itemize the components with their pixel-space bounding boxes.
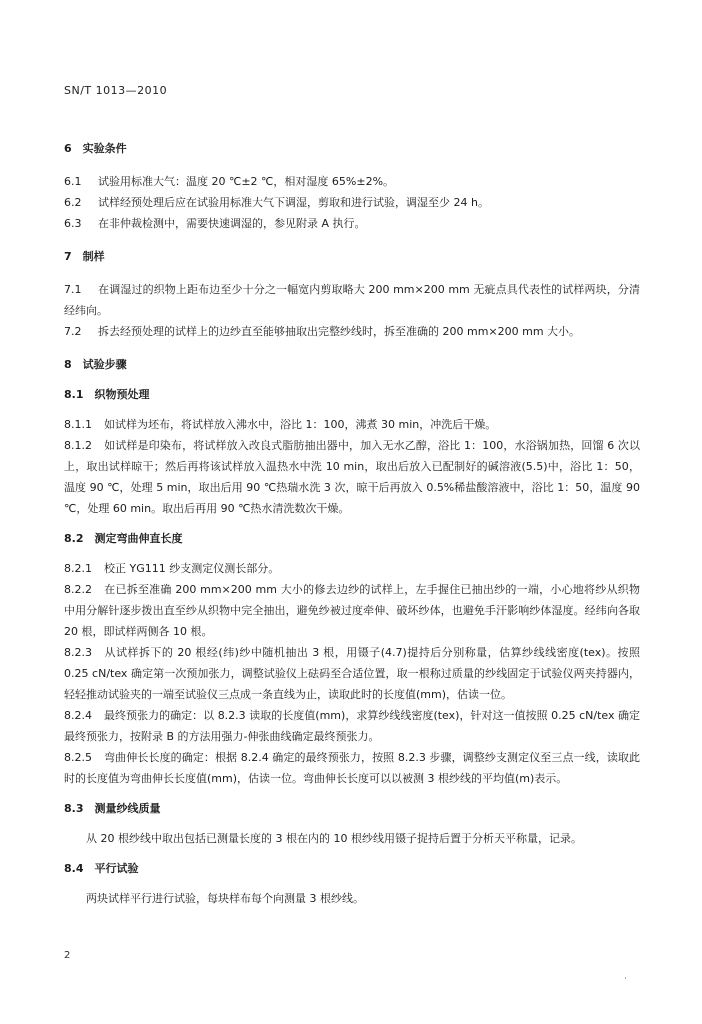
clause-text: 最终预张力的确定：以 8.2.3 读取的长度值(mm)，求算纱线线密度(tex)，针对这一值按照 0.25 cN/tex 确定最终预张力，按附录 B 的方法用强力-伸张曲线确定最终预张力。 [64, 709, 640, 743]
clause-number: 8.2.3 [64, 646, 92, 659]
clause-number: 8.2.1 [64, 562, 92, 575]
clause-text: 从试样拆下的 20 根经(纬)纱中随机抽出 3 根，用镊子(4.7)提持后分别称量，估算纱线线密度(tex)。按照 0.25 cN/tex 确定第一次预加张力，调整试验仪上砝码至合适位置，取一根称过质量的纱线固定于试验仪两夹持器内，轻轻推动试验夹的一端至试验仪三点成一条直线为止，读取此时的长度值(mm)，估读一位。 [64, 646, 640, 701]
clause-text: 试样经预处理后应在试验用标准大气下调湿，剪取和进行试验，调湿至少 24 h。 [98, 196, 489, 209]
clause-number: 6.1 [64, 175, 82, 188]
section-8-4-heading: 8.4 平行试验 [64, 862, 139, 875]
clause-number: 8.1.2 [64, 439, 92, 452]
clause-8-1-2 [64, 435, 640, 519]
corner-mark: · [624, 974, 627, 984]
clause-text: 在已拆至准确 200 mm×200 mm 大小的修去边纱的试样上，左手握住已抽出纱的一端，小心地将纱从织物中用分解针逐步拨出直至纱从织物中完全抽出，避免纱被过度牵伸、破坏纱体，也避免手汗影响纱体湿度。经纬向各取 20 根，即试样两侧各 10 根。 [64, 583, 640, 638]
clause-number: 8.2.5 [64, 751, 92, 764]
clause-number: 8.1.1 [64, 418, 92, 431]
standard-code: SN/T 1013—2010 [64, 84, 168, 97]
section-6-heading: 6 实验条件 [64, 142, 127, 155]
clause-text: 拆去经预处理的试样上的边纱直至能够抽取出完整纱线时，拆至准确的 200 mm×200 mm 大小。 [98, 325, 581, 338]
section-8-1-heading: 8.1 织物预处理 [64, 388, 150, 401]
paragraph-8-3: 从 20 根纱线中取出包括已测量长度的 3 根在内的 10 根纱线用镊子捉持后置于分析天平称量，记录。 [86, 832, 582, 845]
clause-text: 弯曲伸长长度的确定：根据 8.2.4 确定的最终预张力，按照 8.2.3 步骤，调整纱支测定仪至三点一线，读取此时的长度值为弯曲伸长长度值(mm)，估读一位。弯曲伸长长度可以以被测 3 根纱线的平均值(m)表示。 [64, 751, 640, 785]
document-body [64, 138, 640, 909]
section-8-2-heading: 8.2 测定弯曲伸直长度 [64, 532, 183, 545]
clause-number: 7.2 [64, 325, 82, 338]
clause-number: 6.2 [64, 196, 82, 209]
clause-6-3 [64, 213, 640, 234]
section-8-heading: 8 试验步骤 [64, 358, 127, 371]
clause-8-2-3 [64, 642, 640, 705]
section-7-heading: 7 制样 [64, 250, 105, 263]
page-number: 2 [64, 950, 71, 961]
clause-number: 6.3 [64, 217, 82, 230]
clause-text: 校正 YG111 纱支测定仪测长部分。 [104, 562, 280, 575]
clause-6-1 [64, 171, 640, 192]
clause-8-2-4 [64, 705, 640, 747]
clause-7-1 [64, 279, 640, 321]
clause-number: 8.2.2 [64, 583, 92, 596]
section-8-3-heading: 8.3 测量纱线质量 [64, 802, 161, 815]
paragraph-8-4: 两块试样平行进行试验，每块样布每个向测量 3 根纱线。 [86, 892, 364, 905]
clause-8-2-1 [64, 558, 640, 579]
clause-text: 如试样为坯布，将试样放入沸水中，浴比 1：100，沸煮 30 min，冲洗后干燥。 [104, 418, 497, 431]
clause-8-2-5 [64, 747, 640, 789]
clause-text: 在调湿过的织物上距布边至少十分之一幅宽内剪取略大 200 mm×200 mm 无疵点具代表性的试样两块，分清经纬向。 [64, 283, 640, 317]
clause-text: 试验用标准大气：温度 20 ℃±2 ℃，相对湿度 65%±2%。 [98, 175, 395, 188]
clause-text: 如试样是印染布，将试样放入改良式脂肪抽出器中，加入无水乙醇，浴比 1：100，水浴锅加热，回馏 6 次以上，取出试样晾干；然后再将该试样放入温热水中洗 10 min，取出后放入已配制好的碱溶液(5.5)中，浴比 1：50，温度 90 ℃，处理 5 min，取出后用 90 ℃热瑞水洗 3 次，晾干后再放入 0.5%稀盐酸溶液中，浴比 1：50，温度 90 ℃，处理 60 min。取出后再用 90 ℃热水清洗数次干燥。 [64, 439, 640, 515]
clause-6-2 [64, 192, 640, 213]
clause-number: 7.1 [64, 283, 82, 296]
clause-8-1-1 [64, 414, 640, 435]
clause-number: 8.2.4 [64, 709, 92, 722]
clause-8-2-2 [64, 579, 640, 642]
clause-7-2 [64, 321, 640, 342]
clause-text: 在非仲裁检测中，需要快速调湿的，参见附录 A 执行。 [98, 217, 366, 230]
